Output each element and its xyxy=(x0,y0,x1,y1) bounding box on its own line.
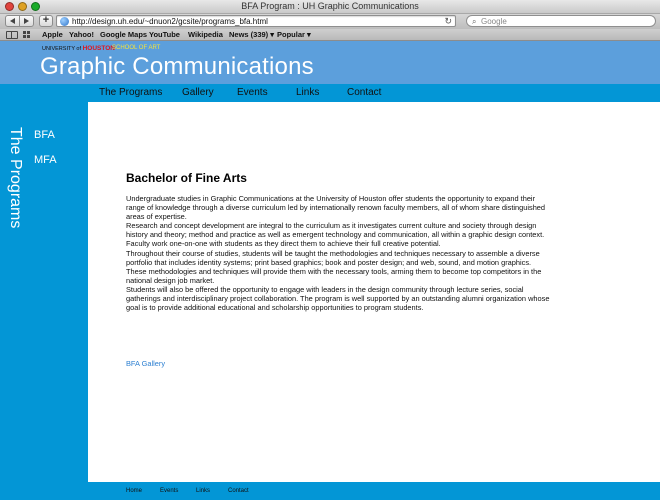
university-logo[interactable] xyxy=(42,45,115,53)
bookmark-youtube[interactable]: YouTube xyxy=(149,30,180,39)
page-title: Bachelor of Fine Arts xyxy=(126,171,247,185)
search-placeholder: Google xyxy=(481,17,507,26)
content-panel xyxy=(88,102,660,482)
back-icon xyxy=(10,18,15,24)
window-title: BFA Program : UH Graphic Communications xyxy=(241,1,419,11)
back-button[interactable] xyxy=(6,16,19,26)
nav-the-programs[interactable]: The Programs xyxy=(99,87,163,98)
window-titlebar xyxy=(0,0,660,14)
bfa-gallery-link[interactable]: BFA Gallery xyxy=(126,359,166,368)
search-input[interactable] xyxy=(466,15,656,27)
reload-icon[interactable]: ↻ xyxy=(444,16,452,26)
nav-contact[interactable]: Contact xyxy=(347,87,382,98)
address-bar[interactable] xyxy=(56,15,456,27)
forward-icon xyxy=(24,18,29,24)
site-footer xyxy=(0,482,660,500)
browser-toolbar xyxy=(0,14,660,29)
footer-links[interactable]: Links xyxy=(196,488,211,494)
main-nav xyxy=(0,84,660,102)
bookmark-yahoo[interactable]: Yahoo! xyxy=(69,30,95,39)
top-sites-grid-icon[interactable] xyxy=(23,31,33,39)
nav-gallery[interactable]: Gallery xyxy=(182,87,214,98)
paragraph: Undergraduate studies in Graphic Communications at the University of Houston offer students the opportunity to expand their range of knowledge through a diverse curriculum led by internationally renown faculty members, all of whom share distinguished areas of expertise. xyxy=(126,194,546,222)
bookmarks-book-icon[interactable] xyxy=(6,31,18,39)
bookmark-wikipedia[interactable]: Wikipedia xyxy=(188,30,223,39)
add-bookmark-button[interactable]: + xyxy=(39,15,53,27)
forward-button[interactable] xyxy=(19,16,33,26)
bookmarks-bar xyxy=(0,29,660,41)
school-of-art-link[interactable]: SCHOOL OF ART xyxy=(112,45,161,51)
sidebar-item-mfa[interactable]: MFA xyxy=(34,154,57,166)
globe-icon xyxy=(60,17,69,26)
program-description xyxy=(126,194,552,312)
web-page xyxy=(0,41,660,500)
sidebar-item-bfa[interactable]: BFA xyxy=(34,129,55,141)
bookmark-popular-menu[interactable]: Popular ▾ xyxy=(277,30,311,39)
university-prefix: UNIVERSITY of xyxy=(42,46,83,52)
address-bar-url[interactable]: http://design.uh.edu/~dnuon2/gcsite/programs_bfa.html xyxy=(72,17,268,26)
footer-home[interactable]: Home xyxy=(126,488,143,494)
nav-events[interactable]: Events xyxy=(237,87,268,98)
nav-links[interactable]: Links xyxy=(296,87,320,98)
university-name: HOUSTON xyxy=(82,45,115,52)
history-buttons xyxy=(5,15,34,27)
bookmark-apple[interactable]: Apple xyxy=(42,30,63,39)
bookmark-news-menu[interactable]: News (339) ▾ xyxy=(229,30,275,39)
site-title[interactable]: Graphic Communications xyxy=(40,53,314,80)
search-icon: ⌕ xyxy=(472,17,477,26)
bookmark-google-maps[interactable]: Google Maps xyxy=(100,30,148,39)
sidebar-section-title: The Programs xyxy=(7,127,24,229)
paragraph: Throughout their course of studies, students will be taught the methodologies and techniques necessary to assemble a diverse portfolio that includes identity systems; print based graphics; book and poster design; and web, sound, and motion graphics. These methodologies and techniques will provide them with the necessary tools, arming them to become top competitors in the national design job market. xyxy=(126,248,542,285)
paragraph: Students will also be offered the opportunity to engage with leaders in the design community through lecture series, social gatherings and interdisciplinary project collaboration. The program is well supported by an outstanding alumni organization whose goal is to provide additional educational and scholarship opportunities to program students. xyxy=(126,284,550,313)
footer-events[interactable]: Events xyxy=(160,488,179,494)
footer-contact[interactable]: Contact xyxy=(228,488,249,494)
site-header xyxy=(0,41,660,84)
paragraph: Research and concept development are integral to the curriculum as it investigates current culture and society through design history and theory; method and practice as well as emergent technology and communication, all within a graphic design context. Faculty work one-on-one with students as they direct them to achieve their full creative potential. xyxy=(126,221,545,249)
